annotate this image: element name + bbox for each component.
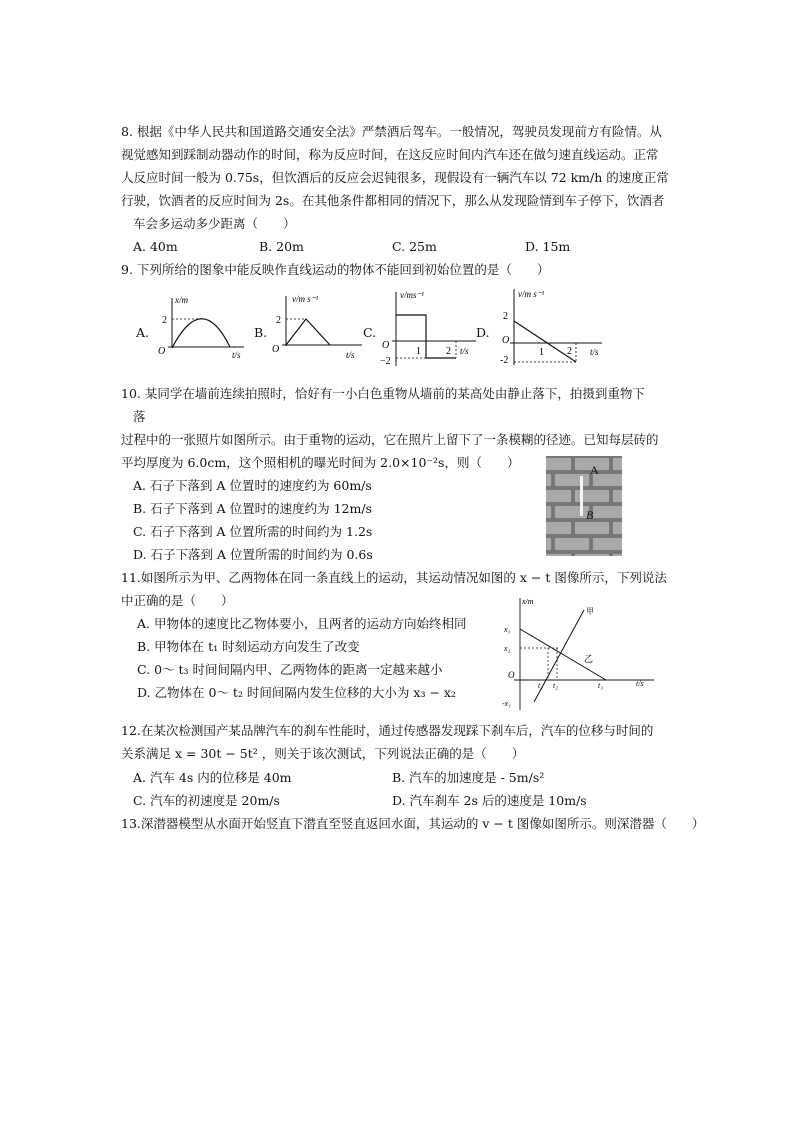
- q9-a-tick-2: 2: [162, 315, 167, 326]
- q9-c-y-axis: v/ms⁻¹: [400, 290, 424, 300]
- q9-b-origin: O: [272, 344, 280, 355]
- q9-c-origin: O: [382, 340, 390, 351]
- q11-y-x2: x₂: [504, 644, 511, 653]
- q11-series-jia: 甲: [586, 607, 594, 616]
- q9-graph-b: [266, 288, 368, 362]
- q9-graph-c-label: C.: [363, 325, 377, 340]
- q9-c-x-axis: t/s: [460, 346, 469, 356]
- q11-option-b: B. 甲物体在 t₁ 时刻运动方向发生了改变: [137, 639, 360, 654]
- q11-line-1: 11.如图所示为甲、乙两物体在同一条直线上的运动，其运动情况如图的 x − t 图像所示，下列说法: [121, 570, 667, 585]
- q8-option-c: C. 25m: [392, 239, 437, 254]
- q9-d-origin: O: [502, 335, 510, 346]
- q11-x-axis: t/s: [636, 679, 644, 688]
- q10-line-4: 平均厚度为 6.0cm，这个照相机的曝光时间为 2.0×10⁻²s，则（ ）: [121, 455, 520, 470]
- q8-line-1: 8. 根据《中华人民共和国道路交通安全法》严禁酒后驾车。一般情况，驾驶员发现前方有险情。从: [121, 124, 662, 139]
- q9-c-tick-neg2: −2: [380, 356, 391, 367]
- q9-d-tick-2: 2: [503, 311, 508, 322]
- q8-line-4: 行驶，饮酒者的反应时间为 2s。在其他条件都相同的情况下，那么从发现险情到车子停下，饮酒者: [121, 193, 665, 208]
- q12-option-b: B. 汽车的加速度是 - 5m/s²: [392, 770, 545, 785]
- q8-option-a: A. 40m: [133, 239, 178, 254]
- q11-t3: t₃: [598, 681, 604, 690]
- q11-y-neg-x1: -x₁: [502, 699, 511, 708]
- q9-d-tick-2b: 2: [567, 346, 572, 357]
- q11-option-a: A. 甲物体的速度比乙物体要小，且两者的运动方向始终相同: [137, 616, 467, 631]
- q11-t1: t₁: [538, 681, 544, 690]
- q9-c-tick-1: 1: [416, 346, 421, 357]
- q9-d-tick-neg2: -2: [500, 355, 509, 366]
- q8-option-d: D. 15m: [525, 239, 571, 254]
- q11-option-d: D. 乙物体在 0～ t₂ 时间间隔内发生位移的大小为 x₃ − x₂: [137, 685, 456, 700]
- q11-series-yi: 乙: [584, 654, 594, 664]
- q11-xt-graph: [500, 592, 660, 716]
- q11-option-c: C. 0～ t₃ 时间间隔内甲、乙两物体的距离一定越来越小: [137, 662, 443, 677]
- photo-label-a: A: [590, 463, 599, 477]
- q11-y-axis: x/m: [522, 597, 534, 606]
- q8-line-2: 视觉感知到踩制动器动作的时间，称为反应时间，在这反应时间内汽车还在做匀速直线运动。正常: [121, 147, 659, 162]
- q9-graph-a: [148, 290, 250, 362]
- q9-graph-a-label: A.: [136, 325, 150, 340]
- q9-c-tick-2: 2: [446, 346, 451, 357]
- q9-graph-c: [376, 284, 482, 370]
- q12-option-d: D. 汽车刹车 2s 后的速度是 10m/s: [392, 793, 587, 808]
- q9-b-x-axis: t/s: [346, 350, 355, 360]
- q9-b-y-axis: v/m s⁻¹: [292, 294, 319, 304]
- q9-stem: 9. 下列所给的图象中能反映作直线运动的物体不能回到初始位置的是（ ）: [121, 262, 550, 277]
- q9-a-origin: O: [158, 346, 166, 357]
- q10-line-1: 10. 某同学在墙前连续拍照时，恰好有一小白色重物从墙前的某高处由静止落下，拍摄到重物下: [121, 386, 645, 401]
- q9-d-x-axis: t/s: [590, 347, 599, 357]
- q9-graph-b-label: B.: [254, 325, 268, 340]
- q10-option-d: D. 石子下落到 A 位置所需的时间约为 0.6s: [133, 547, 373, 562]
- q10-line-3: 过程中的一张照片如图所示。由于重物的运动，它在照片上留下了一条模糊的径迹。已知每层砖的: [121, 432, 659, 447]
- q11-t2: t₂: [553, 681, 559, 690]
- q9-a-x-axis: t/s: [232, 350, 241, 360]
- q9-b-tick-2: 2: [276, 315, 281, 326]
- q12-option-c: C. 汽车的初速度是 20m/s: [133, 793, 280, 808]
- q9-graph-d: [490, 283, 608, 369]
- q12-line-2: 关系满足 x = 30t − 5t² ，则关于该次测试，下列说法正确的是（ ）: [121, 746, 525, 761]
- q13-stem: 13.深潜器模型从水面开始竖直下潜直至竖直返回水面，其运动的 v − t 图像如图所示。则深潜器（ ）: [121, 816, 705, 831]
- q10-option-c: C. 石子下落到 A 位置所需的时间约为 1.2s: [133, 524, 373, 539]
- q8-line-3: 人反应时间一般为 0.75s，但饮酒后的反应会迟钝很多，现假设有一辆汽车以 72 km/h 的速度正常: [121, 170, 669, 185]
- q12-line-1: 12.在某次检测国产某品牌汽车的刹车性能时，通过传感器发现踩下刹车后，汽车的位移与时间的: [121, 723, 654, 738]
- q9-d-y-axis: v/m s⁻¹: [518, 289, 545, 299]
- q12-option-a: A. 汽车 4s 内的位移是 40m: [133, 770, 292, 785]
- q11-y-x3: x₃: [504, 625, 511, 634]
- brick-wall-photo: [546, 456, 622, 556]
- q8-line-5: 车会多运动多少距离（ ）: [133, 216, 296, 231]
- q11-line-2: 中正确的是（ ）: [121, 593, 234, 608]
- q10-option-a: A. 石子下落到 A 位置时的速度约为 60m/s: [133, 478, 372, 493]
- q10-line-2: 落: [133, 409, 146, 424]
- q9-d-tick-1: 1: [539, 347, 544, 358]
- q8-option-b: B. 20m: [259, 239, 304, 254]
- q10-option-b: B. 石子下落到 A 位置时的速度约为 12m/s: [133, 501, 372, 516]
- photo-label-b: B: [586, 508, 594, 522]
- q9-graph-d-label: D.: [476, 325, 490, 340]
- q9-a-y-axis: x/m: [175, 295, 188, 305]
- q11-origin: O: [508, 670, 515, 680]
